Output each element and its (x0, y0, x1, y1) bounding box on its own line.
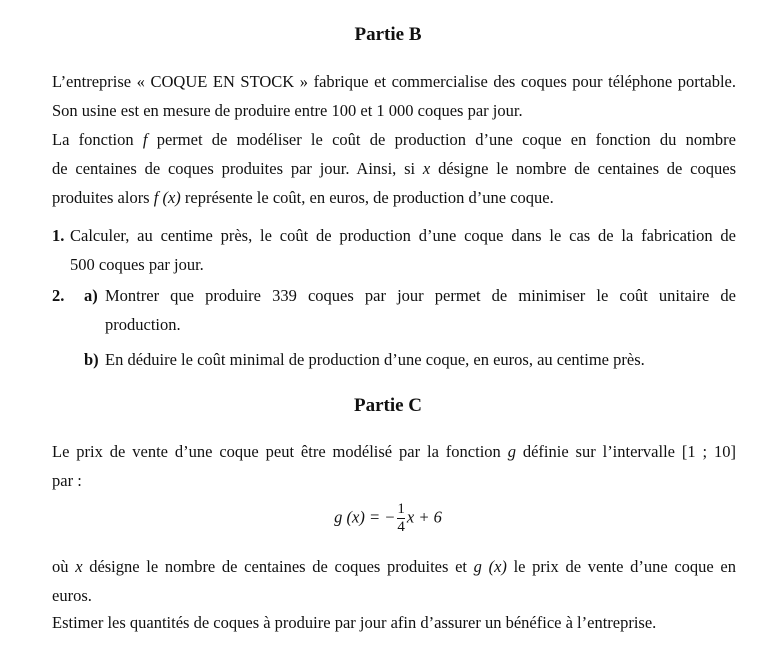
var-f: f (142, 130, 148, 149)
question-1-number: 1. (52, 226, 65, 245)
text: de centaines de coques produites par jour. Ainsi, si (52, 159, 423, 178)
text: définie sur l’intervalle [1 ; 10] (515, 442, 736, 461)
part-c-line-2: par : (52, 471, 82, 490)
question-1-line-2: 500 coques par jour. (70, 255, 204, 274)
text: désigne le nombre de centaines de coques produites et (82, 557, 474, 576)
fraction-numerator: 1 (397, 501, 405, 517)
part-c-line-3 (52, 557, 736, 577)
question-2a-label: a) (84, 286, 98, 305)
part-c-line-1 (52, 442, 736, 462)
intro-line-2: Son usine est en mesure de produire entre 100 et 1 000 coques par jour. (52, 101, 523, 120)
formula-g (0, 502, 776, 535)
var-x: x (422, 159, 431, 178)
formula-rhs: x + 6 (406, 507, 442, 527)
formula-lhs: g (x) = − (334, 507, 396, 527)
f-para-line-1 (52, 130, 736, 150)
part-c-line-5: Estimer les quantités de coques à produire par jour afin d’assurer un bénéfice à l’entreprise. (52, 613, 657, 632)
fraction (397, 502, 405, 535)
var-g: g (507, 442, 516, 461)
question-2a-line-2: production. (105, 315, 181, 334)
text: représente le coût, en euros, de production d’une coque. (180, 188, 554, 207)
text: produites alors (52, 188, 154, 207)
part-c-title: Partie C (353, 395, 423, 416)
text: permet de modéliser le coût de production d’une coque en fonction du nombre (147, 130, 736, 149)
expr-gx: g (x) (473, 557, 507, 576)
fraction-denominator: 4 (397, 519, 405, 535)
question-1-line-1: Calculer, au centime près, le coût de production d’une coque dans le cas de la fabrication de (70, 226, 736, 245)
part-b-title: Partie B (354, 24, 422, 45)
expr-fx: f (x) (153, 188, 181, 207)
question-2b-line-1: En déduire le coût minimal de production d’une coque, en euros, au centime près. (105, 350, 645, 369)
f-para-line-2 (52, 159, 736, 179)
text: désigne le nombre de centaines de coques (430, 159, 737, 178)
question-2a-line-1: Montrer que produire 339 coques par jour permet de minimiser le coût unitaire de (105, 286, 736, 305)
text: Le prix de vente d’une coque peut être modélisé par la fonction (52, 442, 508, 461)
text: où (52, 557, 76, 576)
text: La fonction (52, 130, 143, 149)
part-c-line-4: euros. (52, 586, 92, 605)
question-2b-label: b) (84, 350, 99, 369)
intro-line-1: L’entreprise « COQUE EN STOCK » fabrique et commercialise des coques pour téléphone portable. (52, 72, 736, 91)
var-x: x (75, 557, 83, 576)
text: le prix de vente d’une coque en (506, 557, 736, 576)
f-para-line-3 (52, 188, 736, 208)
question-2-number: 2. (52, 286, 65, 305)
